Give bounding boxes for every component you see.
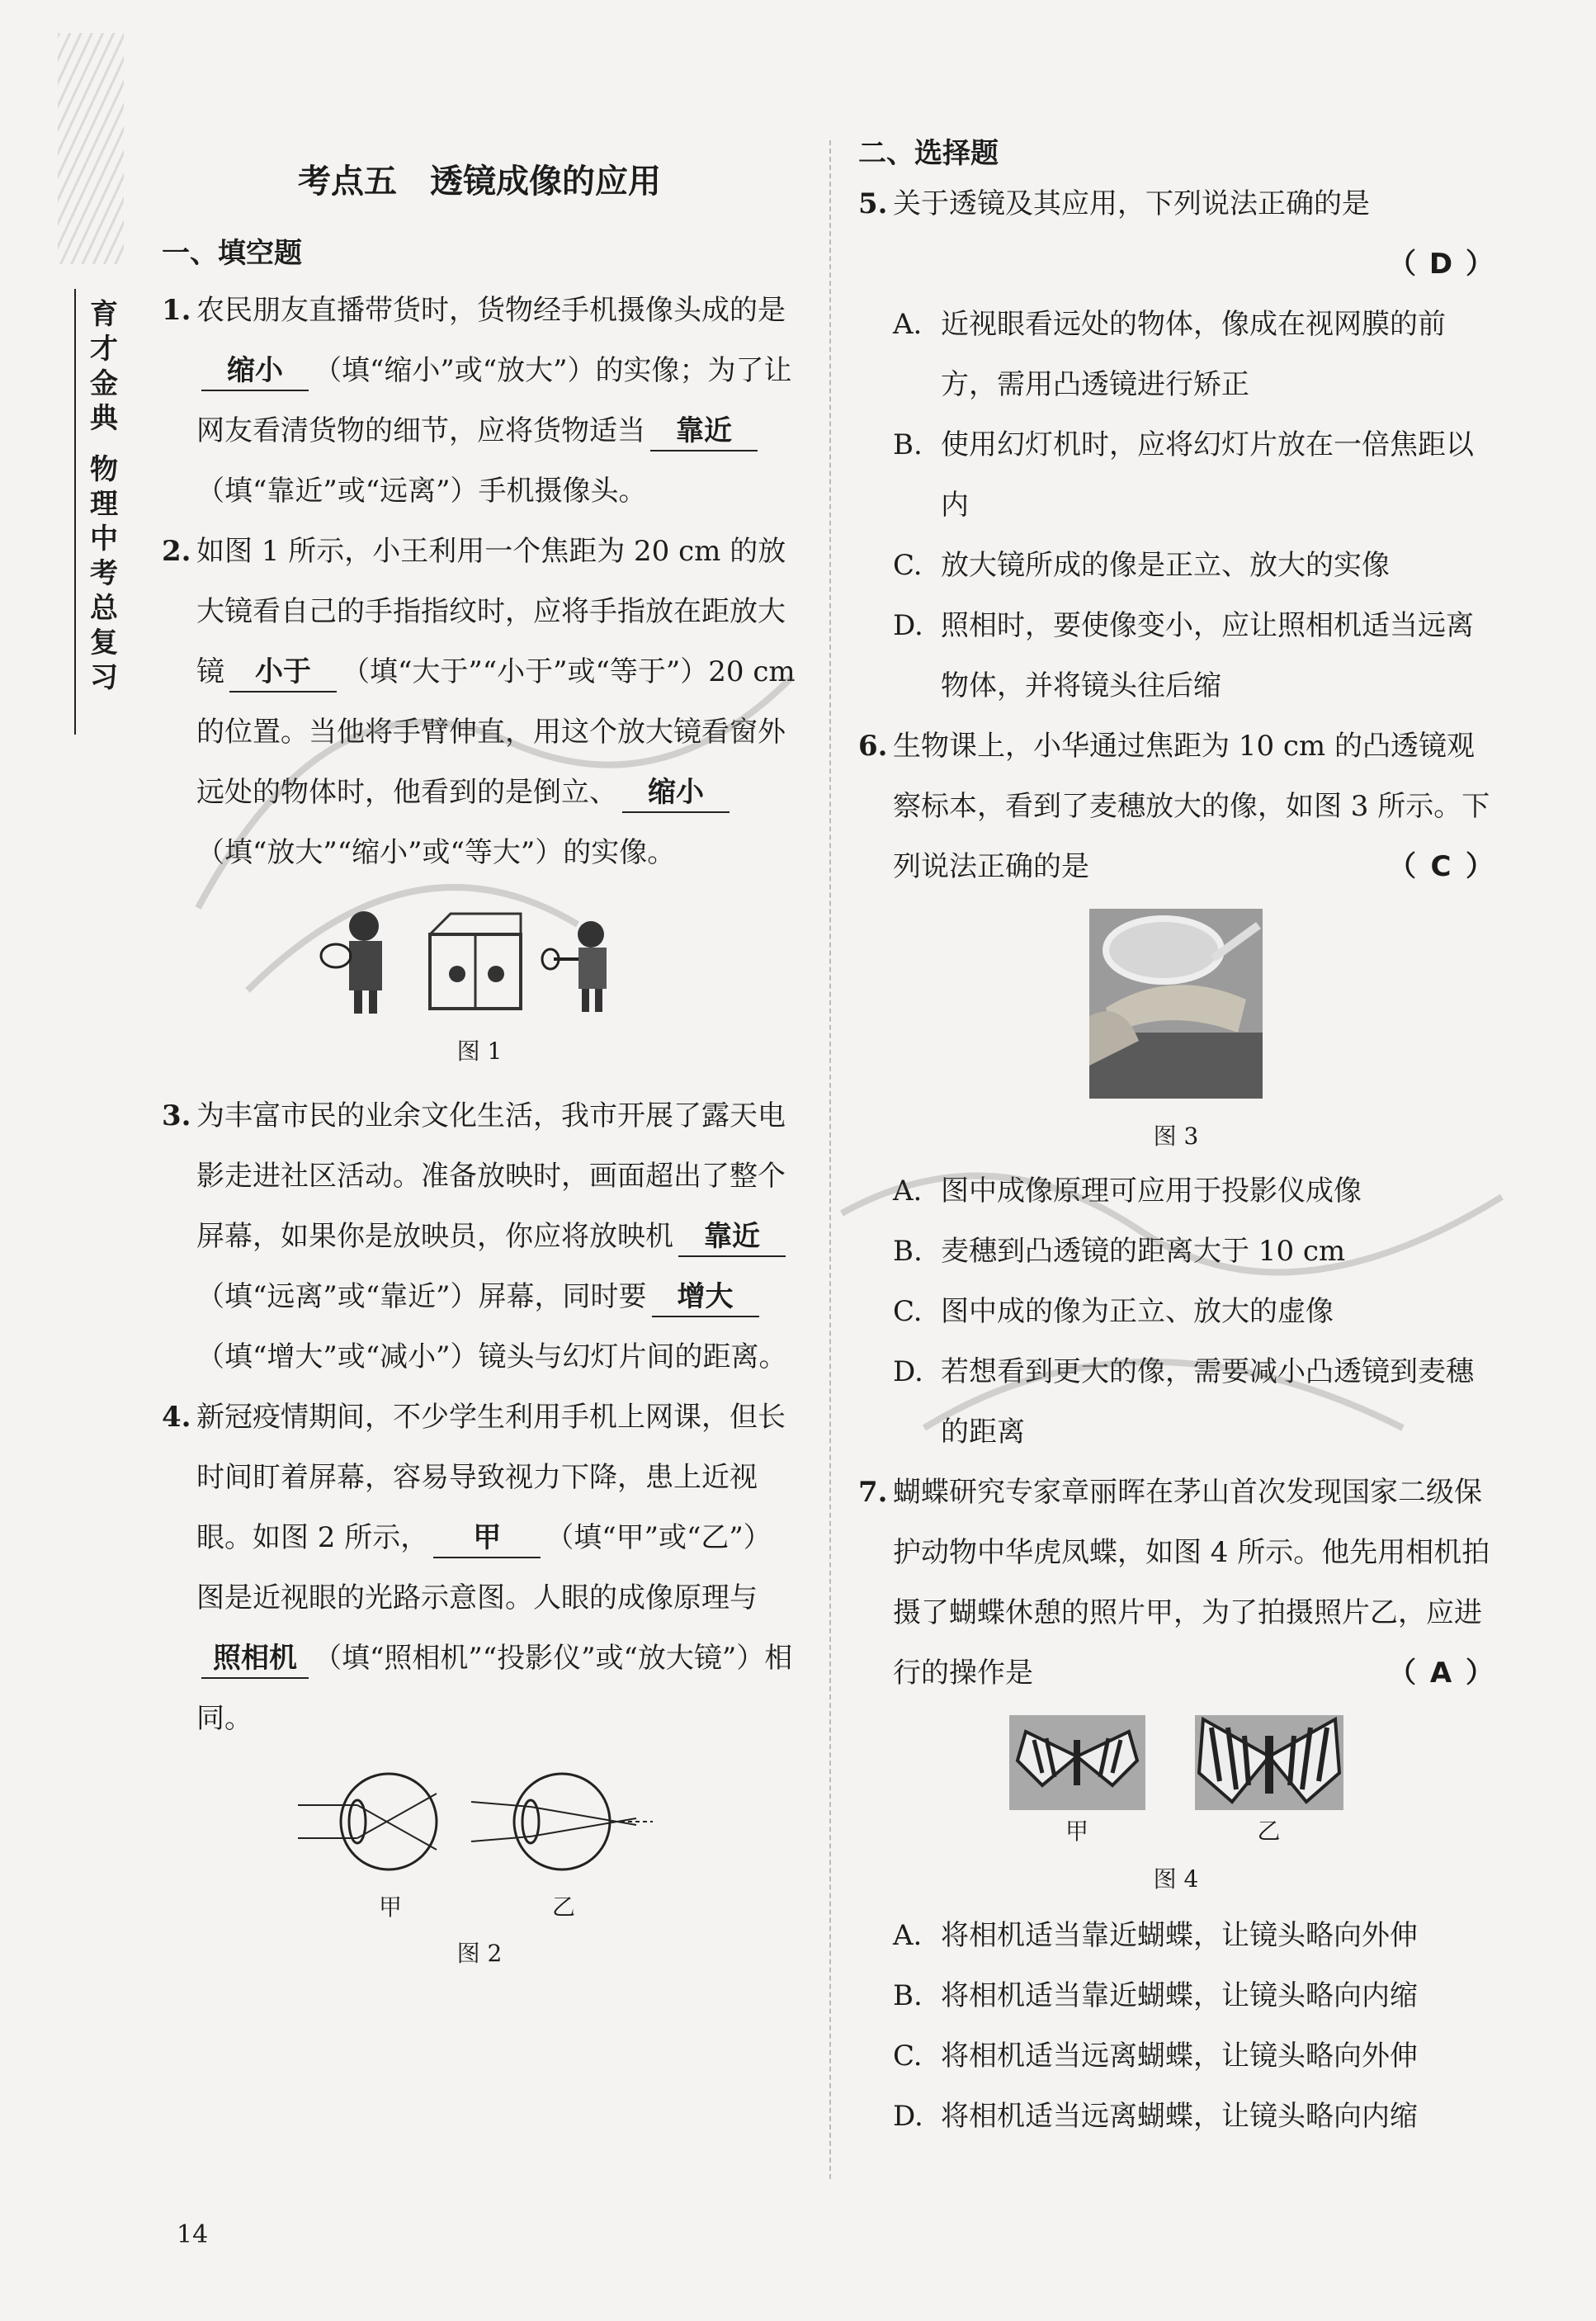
figure-3-magnifier-photo [1089,909,1263,1099]
sidebar-subject-char: 复 [90,626,118,659]
option-text: 将相机适当远离蝴蝶，让镜头略向外伸 [941,2040,1418,2073]
column-divider [829,140,831,2179]
figure-1-caption: 图 1 [456,1038,503,1065]
sidebar-subject-char: 理 [90,488,118,521]
question-text: （填“照相机”“投影仪”或“放大镜”）相同。 [196,1642,793,1735]
option-label: C. [893,1295,923,1328]
figure-2-label-left: 甲 [379,1893,403,1921]
option-label: A. [893,1919,923,1952]
question-1 [162,281,797,522]
question-text: 为丰富市民的业余文化生活，我市开展了露天电影走进社区活动。准备放映时，画面超出了整个屏幕，如果你是放映员，你应将放映机 [196,1099,786,1253]
answer-choice: A [1429,1657,1452,1690]
option [858,596,1494,716]
answer-blank: 照相机 [201,1639,309,1679]
question-number: 7. [858,1476,888,1509]
question-5 [858,174,1494,295]
sidebar-brand-char: 典 [90,402,118,435]
option-text: 图中成的像为正立、放大的虚像 [941,1295,1334,1328]
answer-bracket: （ D ） [1388,234,1494,295]
option-label: B. [893,1979,923,2012]
sidebar-subject-char: 总 [90,592,118,625]
question-2 [162,522,797,883]
option [858,415,1494,536]
answer-blank: 靠近 [678,1217,786,1257]
option-label: D. [893,609,923,642]
option [858,1906,1494,1966]
option-label: B. [893,1235,923,1268]
corner-hatch-decoration [58,33,124,264]
option-text: 照相时，要使像变小，应让照相机适当远离物体，并将镜头往后缩 [941,609,1474,702]
option-label: A. [893,1175,923,1208]
option [858,2087,1494,2147]
option [858,2026,1494,2087]
choice-section-heading: 二、选择题 [858,137,999,170]
sidebar-brand-char: 金 [90,367,118,400]
left-column [162,124,797,1970]
answer-blank: 缩小 [201,352,309,391]
figure-4-label-right: 乙 [1257,1818,1281,1845]
answer-bracket: （ C ） [1388,837,1494,897]
fill-in-section-heading: 一、填空题 [162,237,302,270]
option-text: 图中成像原理可应用于投影仪成像 [941,1175,1362,1208]
option [858,1282,1494,1342]
section-number: 考点五 [298,163,397,201]
answer-bracket: （ A ） [1388,1643,1494,1704]
question-number: 4. [162,1401,191,1434]
option [858,1161,1494,1222]
right-column [858,130,1494,2147]
answer-blank: 增大 [652,1278,759,1317]
option-text: 使用幻灯机时，应将幻灯片放在一倍焦距以内 [941,428,1474,522]
question-text: 如图 1 所示，小王利用一个焦距为 20 cm 的放大镜看自己的手指指纹时，应将手指放在距放大镜 [196,535,786,688]
sidebar-brand-char: 育 [90,298,118,331]
question-text: （填“大于”“小于”或“等于”）20 cm 的位置。当他将手臂伸直，用这个放大镜看窗外远处的物体时，他看到的是倒立、 [196,655,796,809]
option-text: 近视眼看远处的物体，像成在视网膜的前方，需用凸透镜进行矫正 [941,308,1446,401]
question-number: 6. [858,730,888,763]
option-text: 麦穗到凸透镜的距离大于 10 cm [941,1235,1346,1268]
figure-4-label-left: 甲 [1065,1818,1088,1845]
option-text: 将相机适当靠近蝴蝶，让镜头略向内缩 [941,1979,1418,2012]
answer-choice: C [1430,850,1452,883]
option-label: A. [893,308,923,341]
sidebar-brand-char: 才 [90,333,118,366]
option-label: D. [893,1355,923,1388]
question-text: （填“甲”或“乙”）图是近视眼的光路示意图。人眼的成像原理与 [196,1521,772,1614]
answer-blank: 缩小 [622,773,730,813]
figure-4 [858,1715,1494,1896]
option [858,1222,1494,1282]
section-topic: 透镜成像的应用 [430,163,661,201]
question-text: （填“缩小”或“放大”）的实像；为了让网友看清货物的细节，应将货物适当 [196,354,792,447]
figure-2-eye-diagrams [290,1770,669,1886]
question-text: 新冠疫情期间，不少学生利用手机上网课，但长时间盯着屏幕，容易导致视力下降，患上近视眼。如图 2 所示， [196,1401,786,1554]
figure-1-illustration [306,901,653,1017]
sidebar-subject-char: 习 [90,661,118,694]
figure-4-caption: 图 4 [1153,1865,1199,1893]
option-text: 将相机适当靠近蝴蝶，让镜头略向外伸 [941,1919,1418,1952]
sidebar-subject-char: 考 [90,557,118,590]
option-label: C. [893,2040,923,2073]
option-label: D. [893,2100,923,2133]
question-7 [858,1463,1494,1704]
figure-2 [162,1770,797,1970]
answer-blank: 小于 [229,653,337,693]
option [858,536,1494,596]
figure-3-caption: 图 3 [1153,1123,1199,1150]
figure-4-photo-left [1009,1715,1145,1810]
question-4 [162,1387,797,1749]
question-number: 5. [858,187,888,220]
figure-2-label-right: 乙 [552,1893,576,1921]
question-text: 农民朋友直播带货时，货物经手机摄像头成的是 [196,294,786,327]
question-text: 关于透镜及其应用，下列说法正确的是 [893,187,1370,220]
answer-choice: D [1428,248,1453,281]
sidebar-divider [74,289,76,735]
option [858,1342,1494,1463]
question-text: 蝴蝶研究专家章丽晖在茅山首次发现国家二级保护动物中华虎凤蝶，如图 4 所示。他先用相机拍摄了蝴蝶休憩的照片甲，为了拍摄照片乙，应进行的操作是 [893,1476,1490,1690]
answer-blank: 靠近 [650,412,758,451]
question-number: 3. [162,1099,191,1132]
question-number: 2. [162,535,191,568]
option-label: C. [893,549,923,582]
figure-1 [162,901,797,1068]
question-text: （填“靠近”或“远离”）手机摄像头。 [196,475,647,508]
option-text: 将相机适当远离蝴蝶，让镜头略向内缩 [941,2100,1418,2133]
option-label: B. [893,428,923,461]
option [858,1966,1494,2026]
option-text: 放大镜所成的像是正立、放大的实像 [941,549,1390,582]
question-text: （填“增大”或“减小”）镜头与幻灯片间的距离。 [196,1340,787,1373]
option-text: 若想看到更大的像，需要减小凸透镜到麦穗的距离 [941,1355,1474,1449]
figure-4-photo-right [1195,1715,1343,1810]
question-text: 生物课上，小华通过焦距为 10 cm 的凸透镜观察标本，看到了麦穗放大的像，如图 3 所示。下列说法正确的是 [893,730,1490,883]
answer-blank: 甲 [433,1519,541,1558]
sidebar-vertical-title [86,297,122,695]
question-number: 1. [162,294,191,327]
section-title [162,155,797,202]
sidebar-subject-char: 中 [90,522,118,555]
option [858,295,1494,415]
question-6 [858,716,1494,897]
figure-2-caption: 图 2 [456,1940,503,1967]
page-number: 14 [177,2220,209,2249]
question-text: （填“远离”或“靠近”）屏幕，同时要 [196,1280,647,1313]
figure-3 [858,909,1494,1153]
question-text: （填“放大”“缩小”或“等大”）的实像。 [196,836,676,869]
sidebar-subject-char: 物 [90,453,118,486]
question-3 [162,1086,797,1387]
